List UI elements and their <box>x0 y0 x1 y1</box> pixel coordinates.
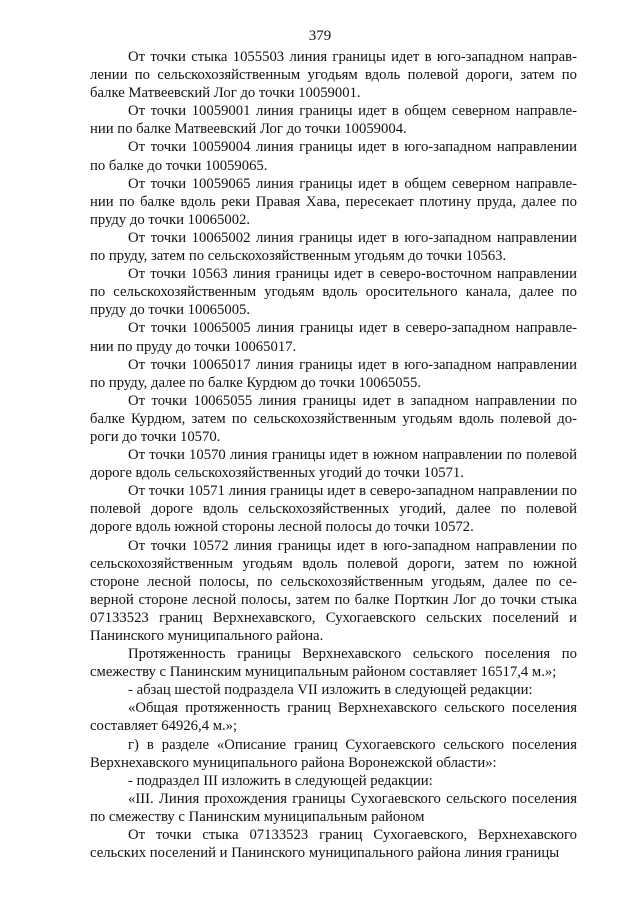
paragraph-10: От точки 10570 линия границы идет в южном направлении по полевой дороге вдоль сельскохозяйственных угодий до точки 10571. <box>90 447 577 482</box>
paragraph-8: От точки 10065017 линия границы идет в юго-западном направлении по пруду, далее по балке Курдюм до точки 10065055. <box>90 356 577 391</box>
paragraph-2: От точки 10059001 линия границы идет в общем северном направлении по балке Матвеевский Лог до точки 10059004. <box>90 103 577 138</box>
paragraph-18: «III. Линия прохождения границы Сухогаевского сельского поселения по смежеству с Панинским муниципальным районом <box>90 790 577 825</box>
paragraph-6: От точки 10563 линия границы идет в северо-восточном направлении по сельскохозяйственным угодьям вдоль оросительного канала, далее по пруду до точки 10065005. <box>90 266 577 319</box>
paragraph-11: От точки 10571 линия границы идет в северо-западном направлении по полевой дороге вдоль сельскохозяйственных угодий, далее по полевой дороге вдоль южной стороны лесной полосы до точки 10572. <box>90 483 577 536</box>
paragraph-5: От точки 10065002 линия границы идет в юго-западном направлении по пруду, затем по сельскохозяйственным угодьям до точки 10563. <box>90 229 577 265</box>
paragraph-15: «Общая протяженность границ Верхнехавского сельского поселения составляет 64926,4 м.»; <box>90 700 577 735</box>
paragraph-1: От точки стыка 1055503 линия границы идет в юго-западном направлении по сельскохозяйственным угодьям вдоль полевой дороги, затем по балке Матвеевский Лог до точки 10059001. <box>90 49 577 102</box>
paragraph-17: - подраздел III изложить в следующей редакции: <box>128 772 433 789</box>
paragraph-7: От точки 10065005 линия границы идет в северо-западном направлении по пруду до точки 10065017. <box>90 320 577 355</box>
paragraph-12: От точки 10572 линия границы идет в юго-западном направлении по сельскохозяйственным угодьям вдоль полевой дороги, затем по южной стороне лесной полосы, по сельскохозяйственным угодьям, далее по северной стороне лесной полосы, затем по балке Порткин Лог до точки стыка 07133523 границ Верхнехавского, Сухогаевского сельских поселений и Панинского муниципального района. <box>90 537 577 644</box>
paragraph-13: Протяженность границы Верхнехавского сельского поселения по смежеству с Панинским муниципальным районом составляет 16517,4 м.»; <box>90 646 577 681</box>
paragraph-9: От точки 10065055 линия границы идет в западном направлении по балке Курдюм, затем по сельскохозяйственным угодьям вдоль полевой дороги до точки 10570. <box>90 392 577 445</box>
paragraph-16: г) в разделе «Описание границ Сухогаевского сельского поселения Верхнехавского муниципального района Воронежской области»: <box>90 736 577 771</box>
paragraph-3: От точки 10059004 линия границы идет в юго-западном направлении по балке до точки 10059065. <box>90 139 577 174</box>
paragraph-19: От точки стыка 07133523 границ Сухогаевского, Верхнехавского сельских поселений и Панинского муниципального района линия границы <box>90 827 577 862</box>
paragraph-4: От точки 10059065 линия границы идет в общем северном направлении по балке вдоль реки Правая Хава, пересекает плотину пруда, далее по пруду до точки 10065002. <box>90 175 577 228</box>
document-body <box>90 48 577 862</box>
page-number: 379 <box>308 28 332 44</box>
paragraph-14: - абзац шестой подраздела VII изложить в следующей редакции: <box>128 682 533 699</box>
